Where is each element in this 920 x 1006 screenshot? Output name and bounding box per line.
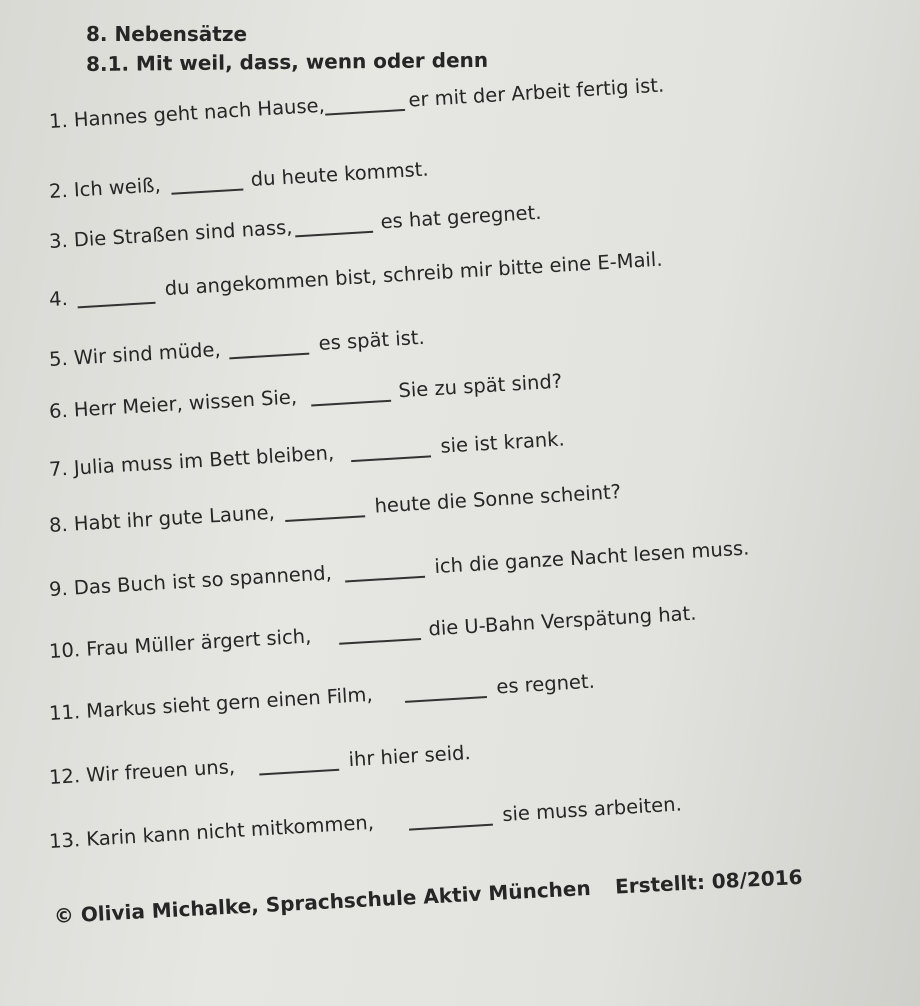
exercise-text-before: 7. Julia muss im Bett bleiben,	[48, 441, 335, 482]
exercise-text-after: heute die Sonne scheint?	[373, 480, 622, 518]
exercise-text-before: 9. Das Buch ist so spannend,	[48, 561, 333, 602]
answer-blank[interactable]	[171, 189, 243, 195]
answer-blank[interactable]	[311, 400, 391, 407]
exercise-line	[47, 721, 509, 792]
answer-blank[interactable]	[351, 455, 431, 462]
answer-blank[interactable]	[229, 353, 309, 360]
page-footer	[52, 848, 814, 948]
exercise-text-before: 3. Die Straßen sind nass,	[48, 215, 294, 254]
exercise-text-before: 2. Ich weiß,	[48, 173, 162, 204]
answer-blank[interactable]	[259, 769, 339, 776]
subsection-heading: 8.1. Mit weil, dass, wenn oder denn	[85, 47, 489, 76]
exercise-text-before: 6. Herr Meier, wissen Sie,	[48, 385, 298, 424]
exercise-text-before: 12. Wir freuen uns,	[48, 755, 236, 790]
exercise-text-before: 1. Hannes geht nach Hause,	[48, 93, 326, 134]
exercise-text-after: du heute kommst.	[250, 157, 430, 192]
answer-blank[interactable]	[78, 302, 156, 309]
answer-blank[interactable]	[345, 576, 425, 583]
exercise-text-before: 5. Wir sind müde,	[48, 337, 222, 372]
section-heading: 8. Nebensätze	[86, 22, 248, 46]
answer-blank[interactable]	[409, 824, 493, 831]
exercise-text-after: sie ist krank.	[439, 427, 566, 458]
created-date: Erstellt: 08/2016	[614, 864, 804, 899]
copyright-notice: © Olivia Michalke, Sprachschule Aktiv München	[53, 875, 592, 928]
exercise-text-after: sie muss arbeiten.	[501, 792, 683, 827]
answer-blank[interactable]	[285, 515, 365, 522]
exercise-text-before: 4.	[48, 286, 69, 312]
exercise-text-before: 8. Habt ihr gute Laune,	[48, 500, 276, 538]
exercise-text-before: 10. Frau Müller ärgert sich,	[48, 624, 312, 664]
exercise-text-after: du angekommen bist, schreib mir bitte eine E-Mail.	[164, 247, 664, 301]
answer-blank[interactable]	[339, 638, 421, 645]
exercise-text-after: es hat geregnet.	[379, 200, 543, 234]
exercise-text-after: ihr hier seid.	[347, 741, 472, 772]
exercise-text-after: ich die ganze Nacht lesen muss.	[433, 536, 750, 579]
exercise-text-after: Sie zu spät sind?	[397, 369, 563, 403]
exercise-line	[47, 650, 629, 728]
exercise-text-after: die U-Bahn Verspätung hat.	[427, 601, 697, 641]
answer-blank[interactable]	[295, 231, 373, 238]
exercise-text-before: 11. Markus sieht gern einen Film,	[48, 682, 374, 726]
exercise-text-after: es spät ist.	[317, 325, 426, 355]
exercise-text-before: 13. Karin kann nicht mitkommen,	[48, 810, 375, 854]
answer-blank[interactable]	[405, 696, 487, 703]
answer-blank[interactable]	[325, 109, 405, 116]
exercise-text-after: er mit der Arbeit fertig ist.	[407, 73, 665, 112]
exercise-text-after: es regnet.	[495, 669, 596, 699]
